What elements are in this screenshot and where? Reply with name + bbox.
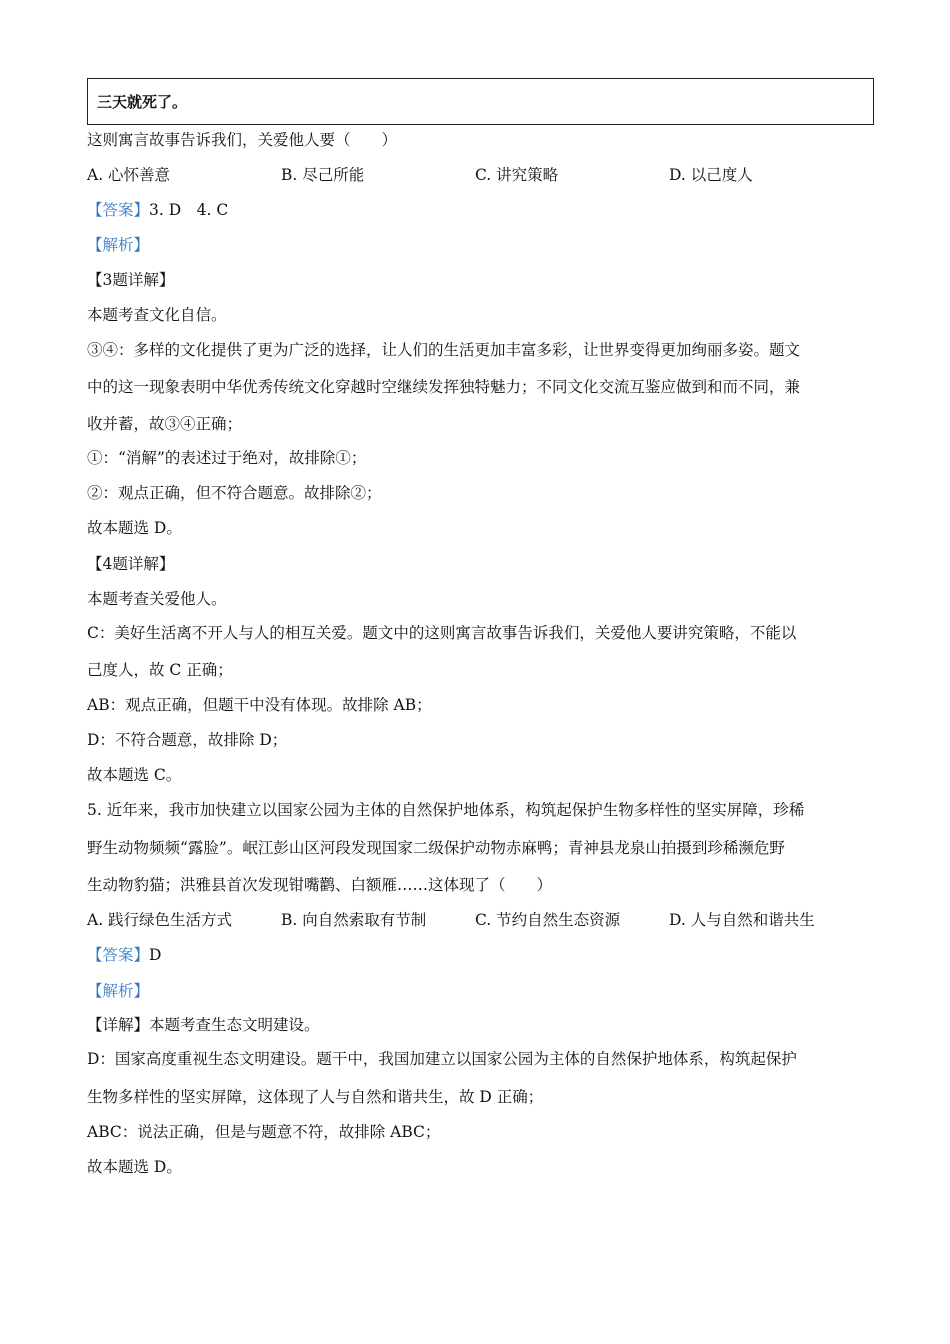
option-b: B. 向自然索取有节制 — [281, 911, 427, 929]
paragraph-line: 本题考查关爱他人。 — [87, 590, 227, 608]
answer-text: 3. D 4. C — [149, 201, 229, 219]
question-stem: 生动物豹猫；洪雅县首次发现钳嘴鹳、白额雁……这体现了（ ） — [87, 876, 553, 894]
question-stem: 5. 近年来，我市加快建立以国家公园为主体的自然保护地体系，构筑起保护生物多样性的坚实屏障，珍稀 — [87, 801, 805, 819]
analysis-tag: 【解析】 — [87, 236, 150, 254]
paragraph-line: 故本题选 D。 — [87, 519, 182, 537]
detail-heading: 【3题详解】 — [87, 271, 175, 289]
boxed-passage-text: 三天就死了。 — [97, 93, 188, 111]
paragraph-line: 【详解】本题考查生态文明建设。 — [87, 1016, 320, 1034]
paragraph-line: 生物多样性的坚实屏障，这体现了人与自然和谐共生，故 D 正确； — [87, 1088, 544, 1106]
question-stem: 这则寓言故事告诉我们，关爱他人要（ ） — [87, 131, 398, 149]
answer-text: D — [149, 946, 162, 964]
option-c: C. 讲究策略 — [475, 166, 559, 184]
paragraph-line: AB：观点正确，但题干中没有体现。故排除 AB； — [87, 696, 432, 714]
option-b: B. 尽己所能 — [281, 166, 365, 184]
paragraph-line: 己度人，故 C 正确； — [87, 661, 233, 679]
answer-tag: 【答案】 — [87, 946, 150, 964]
option-c: C. 节约自然生态资源 — [475, 911, 621, 929]
answer-line — [87, 945, 161, 965]
boxed-passage — [87, 78, 874, 125]
question-stem: 野生动物频频“露脸”。岷江彭山区河段发现国家二级保护动物赤麻鸭；青神县龙泉山拍摄到珍稀濒危野 — [87, 839, 785, 857]
paragraph-line: ①：“消解”的表述过于绝对，故排除①； — [87, 449, 367, 467]
analysis-tag: 【解析】 — [87, 982, 150, 1000]
paragraph-line: ②：观点正确，但不符合题意。故排除②； — [87, 484, 382, 502]
paragraph-line: 中的这一现象表明中华优秀传统文化穿越时空继续发挥独特魅力；不同文化交流互鉴应做到和而不同，兼 — [87, 378, 801, 396]
detail-heading: 【4题详解】 — [87, 555, 175, 573]
paragraph-line: 收并蓄，故③④正确； — [87, 415, 243, 433]
paragraph-line: D：国家高度重视生态文明建设。题干中，我国加建立以国家公园为主体的自然保护地体系，构筑起保护 — [87, 1050, 797, 1068]
paragraph-line: C：美好生活离不开人与人的相互关爱。题文中的这则寓言故事告诉我们，关爱他人要讲究策略，不能以 — [87, 624, 797, 642]
paragraph-line: 本题考查文化自信。 — [87, 306, 227, 324]
option-d: D. 以己度人 — [669, 166, 753, 184]
paragraph-line: D：不符合题意，故排除 D； — [87, 731, 288, 749]
option-a: A. 践行绿色生活方式 — [87, 911, 233, 929]
answer-line — [87, 200, 228, 220]
option-a: A. 心怀善意 — [87, 166, 171, 184]
paragraph-line: 故本题选 D。 — [87, 1158, 182, 1176]
option-d: D. 人与自然和谐共生 — [669, 911, 815, 929]
paragraph-line: ABC：说法正确，但是与题意不符，故排除 ABC； — [87, 1123, 441, 1141]
paragraph-line: ③④：多样的文化提供了更为广泛的选择，让人们的生活更加丰富多彩，让世界变得更加绚丽多姿。题文 — [87, 341, 801, 359]
answer-tag: 【答案】 — [87, 201, 150, 219]
paragraph-line: 故本题选 C。 — [87, 766, 182, 784]
